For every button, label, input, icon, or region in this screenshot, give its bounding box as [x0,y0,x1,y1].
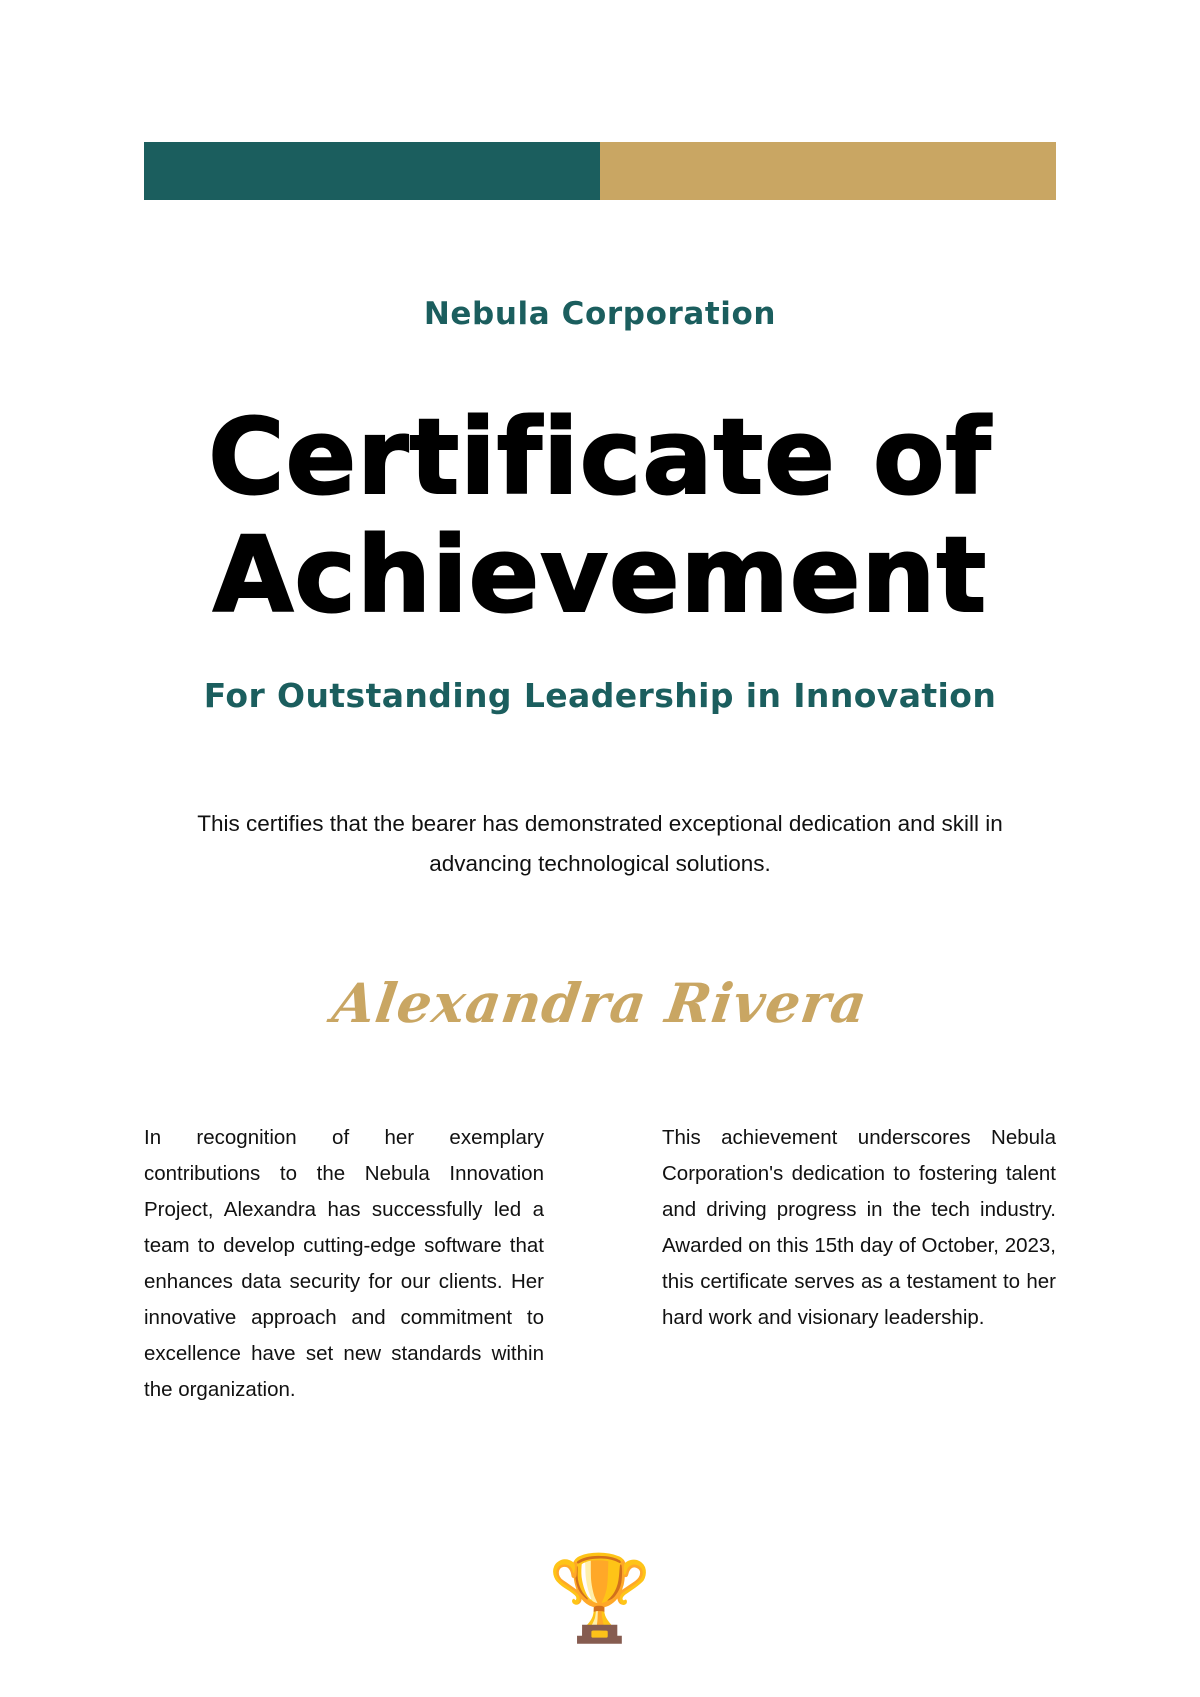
recipient-name: Alexandra Rivera [328,971,872,1035]
certificate-title-line-1: Certificate of [208,396,992,518]
certificate-intro: This certifies that the bearer has demonstrated exceptional dedication and skill in advancing technological solutions. [197,811,1003,876]
body-columns [144,1120,1056,1408]
trophy-icon: 🏆 [547,1551,653,1645]
decorative-top-bar [144,142,1056,200]
certificate-subtitle: For Outstanding Leadership in Innovation [203,676,997,715]
organization-name: Nebula Corporation [423,296,777,332]
certificate-title [0,398,1200,634]
top-bar-teal-segment [144,142,600,200]
top-bar-gold-segment [600,142,1056,200]
certificate-title-line-2: Achievement [212,514,988,636]
body-paragraph-left: In recognition of her exemplary contributions to the Nebula Innovation Project, Alexandra has successfully led a team to develop cutting-edge software that enhances data security for our clients. Her innovative approach and commitment to excellence have set new standards within the organization. [144,1126,544,1401]
body-paragraph-right: This achievement underscores Nebula Corporation's dedication to fostering talent and driving progress in the tech industry. Awarded on this 15th day of October, 2023, this certificate serves as a testament to her hard work and visionary leadership. [662,1126,1056,1329]
